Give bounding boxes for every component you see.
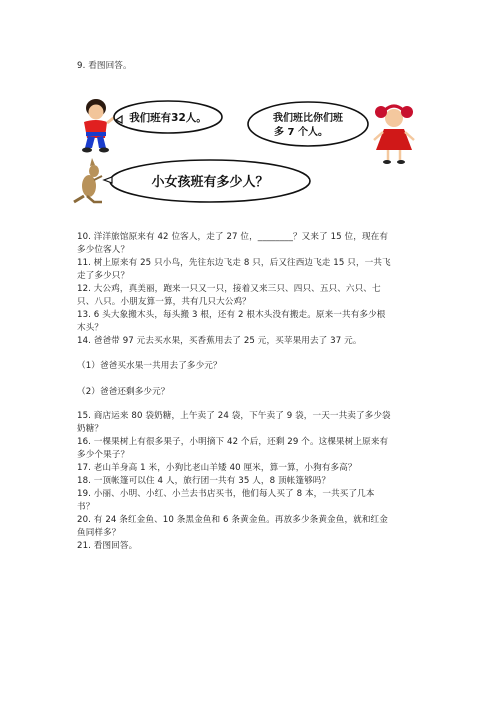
q10-line2: 多少位客人？ xyxy=(77,245,130,255)
q13-line1: 13. 6 头大象搬木头，每头搬 3 根，还有 2 根木头没有搬走。原来一共有多少根 xyxy=(77,310,386,320)
speech-bubble-question xyxy=(104,160,310,202)
q13-line2: 木头？ xyxy=(77,323,104,333)
kangaroo-figure xyxy=(74,158,102,202)
bubble-girl-line2: 多 7 个人。 xyxy=(274,127,328,138)
q12-line2: 只、八只。小朋友算一算，共有几只大公鸡？ xyxy=(77,297,251,307)
q19-line1: 19. 小丽、小明、小红、小兰去书店买书，他们每人买了 8 本，一共买了几本 xyxy=(77,489,375,499)
speech-bubble-girl xyxy=(248,102,368,146)
q10-line1: 10. 洋洋旅馆原来有 42 位客人，走了 27 位，________？又来了 15 位，现在有 xyxy=(77,232,389,242)
q16-line1: 16. 一棵果树上有很多果子，小明摘下 42 个后，还剩 29 个。这棵果树上原来有 xyxy=(77,437,389,447)
q21-title: 21. 看图回答。 xyxy=(77,541,138,551)
boy-figure xyxy=(82,99,116,153)
q11-line2: 走了多少只？ xyxy=(77,271,130,281)
q18-line: 18. 一顶帐篷可以住 4 人，旅行团一共有 35 人，8 顶帐篷够吗？ xyxy=(77,476,331,486)
q14-sub1: （1）爸爸买水果一共用去了多少元？ xyxy=(77,361,222,371)
girl-figure xyxy=(374,106,414,164)
q9-illustration xyxy=(72,92,422,217)
q15-line1: 15. 商店运来 80 袋奶糖，上午卖了 24 袋，下午卖了 9 袋，一天一共卖了多少袋 xyxy=(77,411,391,421)
bubble-question-text: 小女孩班有多少人？ xyxy=(151,175,269,190)
q20-line2: 鱼同样多？ xyxy=(77,528,121,538)
q14-sub2: （2）爸爸还剩多少元？ xyxy=(77,387,170,397)
speech-bubble-boy xyxy=(114,101,222,133)
q17-line: 17. 老山羊身高 1 米，小狗比老山羊矮 40 厘米，算一算，小狗有多高？ xyxy=(77,463,357,473)
q12-line1: 12. 大公鸡，真美丽，跑来一只又一只，接着又来三只、四只、五只、六只、七 xyxy=(77,284,381,294)
q16-line2: 多少个果子？ xyxy=(77,450,130,460)
q20-line1: 20. 有 24 条红金鱼、10 条黑金鱼和 6 条黄金鱼。再放多少条黄金鱼，就和红金 xyxy=(77,515,388,525)
q11-line1: 11. 树上原来有 25 只小鸟，先往东边飞走 8 只，后又往西边飞走 15 只，一共飞 xyxy=(77,258,391,268)
bubble-girl-line1: 我们班比你们班 xyxy=(273,113,343,124)
q15-line2: 奶糖？ xyxy=(77,424,104,434)
q19-line2: 书？ xyxy=(77,502,95,512)
bubble-boy-text: 我们班有32人。 xyxy=(129,112,207,124)
q9-title: 9. 看图回答。 xyxy=(77,61,132,71)
q14-line1: 14. 爸爸带 97 元去买水果，买香蕉用去了 25 元，买苹果用去了 37 元。 xyxy=(77,336,362,346)
